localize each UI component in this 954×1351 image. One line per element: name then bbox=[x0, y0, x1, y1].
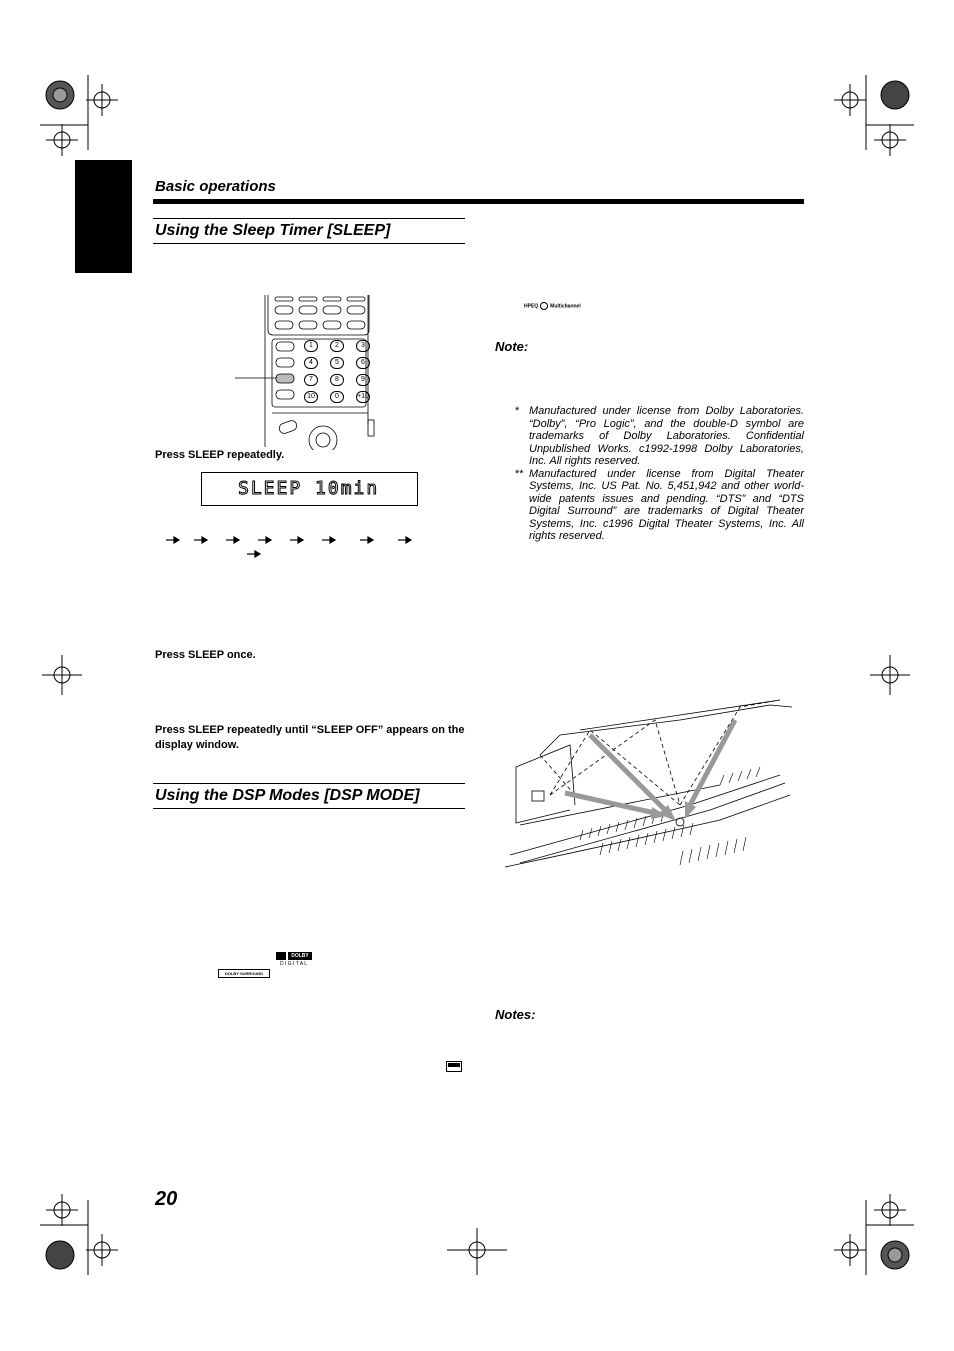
dolby-logo-digital: D I G I T A L bbox=[280, 961, 308, 967]
display-text: SLEEP 10min bbox=[238, 478, 380, 499]
dsp-heading: Using the DSP Modes [DSP MODE] bbox=[155, 787, 420, 804]
footnote-dts-text: Manufactured under license from Digital Theater Systems, Inc. US Pat. No. 5,451,942 and other world-wide patents issues and pending. “DTS” and “DTS Digital Surround” are trademarks of Digital Theater Systems, Inc. c1996 Digital Theater Systems, Inc. All rights reserved. bbox=[529, 467, 804, 542]
concert-hall-illustration bbox=[480, 695, 800, 875]
footnote-dolby bbox=[515, 405, 804, 468]
footnote-dts bbox=[515, 468, 804, 543]
dolby-digital-logo bbox=[276, 952, 314, 967]
footnote-marker-2: ** bbox=[515, 467, 524, 480]
footnote-dolby-text: Manufactured under license from Dolby Laboratories. “Dolby”, “Pro Logic”, and the double-D symbol are trademarks of Dolby Laboratories. Confidential Unpublished Works. c1992-1998 Dolby Laboratories, Inc. All rights reserved. bbox=[529, 405, 804, 467]
key-6: 6 bbox=[356, 357, 370, 369]
section-label: Basic operations bbox=[155, 178, 276, 195]
key-10: 10 bbox=[304, 391, 318, 403]
sleep-step-3-line1: Press SLEEP repeatedly until “SLEEP OFF” appears on the bbox=[155, 724, 465, 736]
key-plus10: +10 bbox=[356, 391, 370, 403]
remote-keypad bbox=[298, 340, 378, 405]
header-rule bbox=[153, 199, 804, 204]
dolby-surround-logo: DOLBY SURROUND bbox=[218, 969, 270, 978]
hpeq-multichannel-logo bbox=[524, 302, 581, 310]
sleep-heading-top-rule bbox=[153, 218, 465, 219]
language-tab bbox=[75, 160, 132, 273]
key-5: 5 bbox=[330, 357, 344, 369]
dsp-heading-top-rule bbox=[153, 783, 465, 784]
key-1: 1 bbox=[304, 340, 318, 352]
sleep-heading: Using the Sleep Timer [SLEEP] bbox=[155, 222, 391, 239]
key-7: 7 bbox=[304, 374, 318, 386]
notes-heading: Notes: bbox=[495, 1007, 536, 1022]
key-9: 9 bbox=[356, 374, 370, 386]
sleep-step-1: Press SLEEP repeatedly. bbox=[155, 449, 285, 461]
footnotes bbox=[515, 405, 804, 543]
footnote-marker-1: * bbox=[515, 405, 520, 417]
sleep-step-2: Press SLEEP once. bbox=[155, 649, 256, 661]
key-3: 3 bbox=[356, 340, 370, 352]
multichannel-logo-text: Multichannel bbox=[550, 303, 581, 310]
key-0: 0 bbox=[330, 391, 344, 403]
hpeq-logo-text: HPEQ bbox=[524, 303, 539, 310]
note-heading: Note: bbox=[495, 339, 529, 354]
dts-logo-icon bbox=[446, 1061, 462, 1072]
key-2: 2 bbox=[330, 340, 344, 352]
key-8: 8 bbox=[330, 374, 344, 386]
dolby-logo-word: DOLBY bbox=[288, 952, 312, 960]
page-number: 20 bbox=[155, 1188, 178, 1210]
key-4: 4 bbox=[304, 357, 318, 369]
sleep-step-3-line2: display window. bbox=[155, 739, 239, 751]
sleep-heading-bottom-rule bbox=[153, 243, 465, 244]
sleep-time-sequence-arrows bbox=[160, 534, 420, 560]
dsp-heading-bottom-rule bbox=[153, 808, 465, 809]
